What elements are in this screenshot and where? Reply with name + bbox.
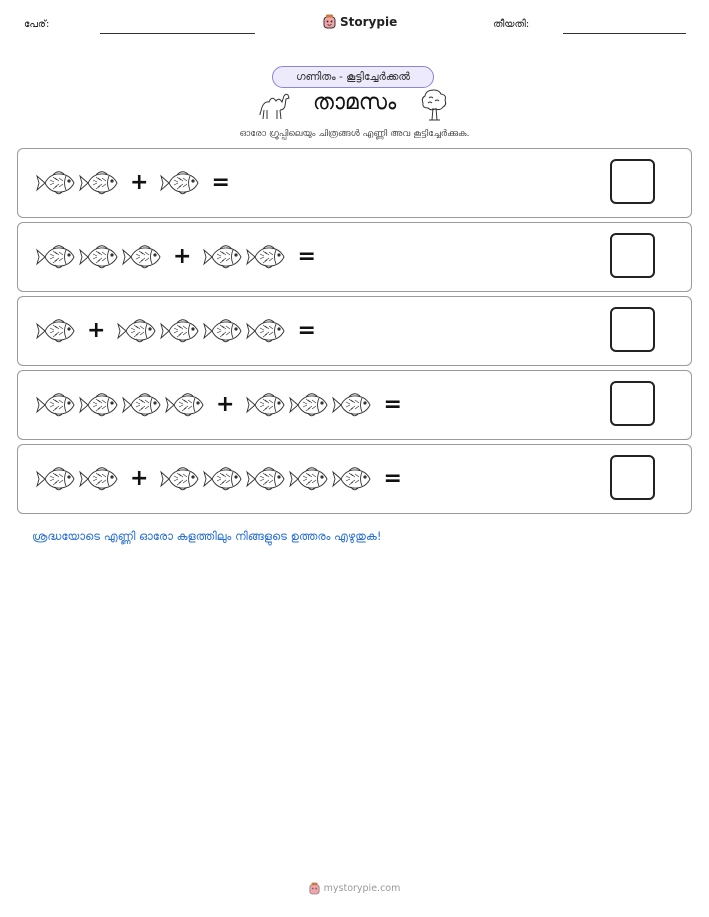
plus-sign: +	[173, 244, 192, 269]
problem-row	[17, 148, 692, 218]
fish-icon	[117, 316, 157, 346]
fish-icon	[36, 316, 76, 346]
fish-icon	[289, 464, 329, 494]
fish-icon	[165, 390, 205, 420]
fish-icon	[36, 242, 76, 272]
storypie-mascot-icon	[323, 14, 336, 29]
equals-sign: =	[297, 318, 316, 343]
answer-box[interactable]	[610, 233, 655, 278]
plus-sign: +	[130, 170, 149, 195]
fish-icon	[246, 390, 286, 420]
equals-sign: =	[383, 392, 402, 417]
equals-sign: =	[211, 170, 230, 195]
fish-icon	[332, 464, 372, 494]
fish-icon	[160, 316, 200, 346]
name-line[interactable]	[100, 33, 255, 34]
date-line[interactable]	[563, 33, 686, 34]
brand-name: Storypie	[340, 14, 398, 29]
problem-row	[17, 370, 692, 440]
fish-icon	[79, 242, 119, 272]
brand-logo	[323, 14, 397, 29]
answer-box[interactable]	[610, 159, 655, 204]
topic-badge: ഗണിതം - കൂട്ടിച്ചേർക്കൽ	[272, 66, 434, 88]
fish-icon	[122, 390, 162, 420]
plus-sign: +	[216, 392, 235, 417]
instructions: ഓരോ ഗ്രൂപ്പിലെയും ചിത്രങ്ങൾ എണ്ണി അവ കൂട്ടിച്ചേർക്കുക.	[239, 129, 470, 139]
fish-icon	[246, 316, 286, 346]
fish-icon	[289, 390, 329, 420]
storypie-mascot-icon	[309, 882, 320, 895]
answer-box[interactable]	[610, 455, 655, 500]
name-label: പേര്:	[24, 19, 50, 30]
footer-url[interactable]: mystorypie.com	[323, 883, 401, 894]
fish-icon	[122, 242, 162, 272]
fish-icon	[79, 464, 119, 494]
fish-icon	[246, 242, 286, 272]
fish-icon	[160, 464, 200, 494]
page-title: താമസം	[312, 90, 397, 115]
fish-icon	[246, 464, 286, 494]
equals-sign: =	[297, 244, 316, 269]
fish-icon	[160, 168, 200, 198]
problem-row	[17, 444, 692, 514]
fish-icon	[36, 464, 76, 494]
plus-sign: +	[87, 318, 106, 343]
answer-box[interactable]	[610, 307, 655, 352]
fish-icon	[79, 390, 119, 420]
problem-expression	[36, 445, 414, 513]
footer	[0, 882, 709, 895]
tip-text: ശ്രദ്ധയോടെ എണ്ണി ഓരോ കളത്തിലും നിങ്ങളുടെ ഉത്തരം എഴുതുക!	[32, 529, 382, 543]
date-label: തീയതി:	[493, 19, 530, 30]
equals-sign: =	[383, 466, 402, 491]
problem-expression	[36, 149, 242, 217]
fish-icon	[332, 390, 372, 420]
tree-icon	[420, 88, 448, 122]
fish-icon	[203, 316, 243, 346]
problem-expression	[36, 223, 328, 291]
fish-icon	[203, 464, 243, 494]
problem-row	[17, 296, 692, 366]
fish-icon	[203, 242, 243, 272]
problem-row	[17, 222, 692, 292]
problem-expression	[36, 297, 328, 365]
plus-sign: +	[130, 466, 149, 491]
fish-icon	[79, 168, 119, 198]
fish-icon	[36, 168, 76, 198]
fish-icon	[36, 390, 76, 420]
problem-expression	[36, 371, 414, 439]
answer-box[interactable]	[610, 381, 655, 426]
